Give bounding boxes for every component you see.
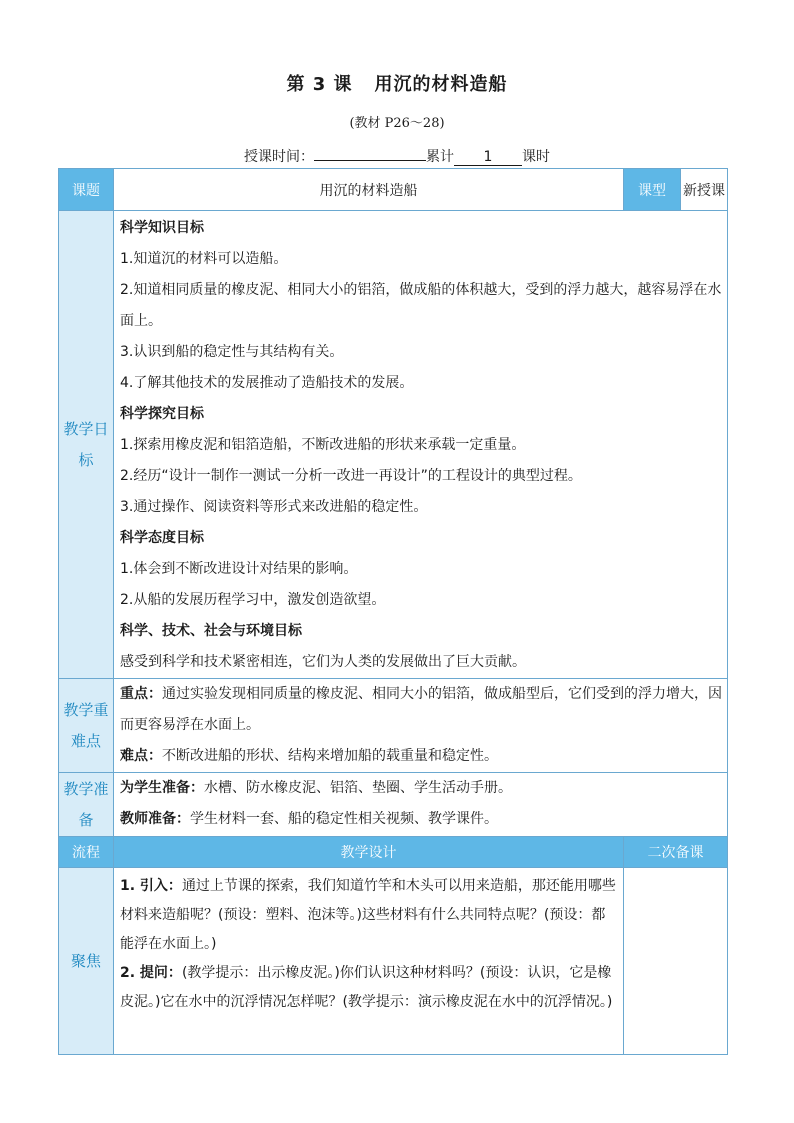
topic-row xyxy=(59,169,728,211)
topic-label: 课题 xyxy=(59,169,114,211)
step-text: (教学提示：出示橡皮泥。)你们认识这种材料吗？(预设：认识，它是橡皮泥。)它在水中的沉浮情况怎样呢？(教学提示：演示橡皮泥在水中的沉浮情况。) xyxy=(120,965,613,1010)
difficult-point-label: 难点： xyxy=(120,748,162,764)
goal-item: 1.知道沉的材料可以造船。 xyxy=(120,251,288,267)
key-point-text: 通过实验发现相同质量的橡皮泥、相同大小的铝箔，做成船型后，它们受到的浮力增大，因而更容易浮在水面上。 xyxy=(120,686,722,733)
prep-label: 教学准备 xyxy=(59,773,114,837)
class-time-blank xyxy=(314,144,426,161)
step-label: 1. 引入： xyxy=(120,878,182,894)
student-prep-label: 为学生准备： xyxy=(120,780,204,796)
prep-row xyxy=(59,773,728,837)
focus-content xyxy=(114,868,624,1055)
knowledge-goal-title: 科学知识目标 xyxy=(120,220,204,236)
goals-row xyxy=(59,211,728,679)
textbook-pages: (教材 P26～28) xyxy=(349,116,445,131)
flow-header-row xyxy=(59,837,728,868)
cumulative-label: 累计 xyxy=(426,149,454,165)
type-value: 新授课 xyxy=(681,169,728,211)
lesson-name: 用沉的材料造船 xyxy=(374,74,508,95)
goal-item: 2.从船的发展历程学习中，激发创造欲望。 xyxy=(120,592,386,608)
goal-item: 3.通过操作、阅读资料等形式来改进船的稳定性。 xyxy=(120,499,428,515)
key-point-label: 重点： xyxy=(120,686,162,702)
teacher-prep-text: 学生材料一套、船的稳定性相关视频、教学课件。 xyxy=(190,811,498,827)
teacher-prep-label: 教师准备： xyxy=(120,811,190,827)
goal-item: 1.体会到不断改进设计对结果的影响。 xyxy=(120,561,358,577)
prep-content xyxy=(114,773,728,837)
goals-content xyxy=(114,211,728,679)
design-header: 教学设计 xyxy=(114,837,624,868)
cumulative-value: 1 xyxy=(454,149,522,166)
type-label: 课型 xyxy=(624,169,681,211)
goal-item: 2.知道相同质量的橡皮泥、相同大小的铝箔，做成船的体积越大，受到的浮力越大，越容易浮在水面上。 xyxy=(120,282,722,329)
step-label: 2. 提问： xyxy=(120,965,182,981)
goal-item: 1.探索用橡皮泥和铝箔造船，不断改进船的形状来承载一定重量。 xyxy=(120,437,526,453)
second-prep-cell[interactable] xyxy=(624,868,728,1055)
lesson-plan-table xyxy=(58,168,728,1055)
inquiry-goal-title: 科学探究目标 xyxy=(120,406,204,422)
keypoints-label: 教学重难点 xyxy=(59,679,114,773)
lesson-title xyxy=(0,70,794,96)
keypoints-row xyxy=(59,679,728,773)
goal-item: 3.认识到船的稳定性与其结构有关。 xyxy=(120,344,344,360)
flow-header: 流程 xyxy=(59,837,114,868)
focus-label: 聚焦 xyxy=(59,868,114,1055)
second-prep-header: 二次备课 xyxy=(624,837,728,868)
difficult-point-text: 不断改进船的形状、结构来增加船的载重量和稳定性。 xyxy=(162,748,498,764)
student-prep-text: 水槽、防水橡皮泥、铝箔、垫圈、学生活动手册。 xyxy=(204,780,512,796)
goal-item: 4.了解其他技术的发展推动了造船技术的发展。 xyxy=(120,375,414,391)
step-text: 通过上节课的探索，我们知道竹竿和木头可以用来造船，那还能用哪些材料来造船呢？(预设：塑料、泡沫等。)这些材料有什么共同特点呢？(预设：都能浮在水面上。) xyxy=(120,878,616,952)
goal-item: 感受到科学和技术紧密相连，它们为人类的发展做出了巨大贡献。 xyxy=(120,654,526,670)
goals-label: 教学日标 xyxy=(59,211,114,679)
topic-value: 用沉的材料造船 xyxy=(114,169,624,211)
period-label: 课时 xyxy=(522,149,550,165)
focus-row xyxy=(59,868,728,1055)
lesson-number: 第 3 课 xyxy=(286,74,353,95)
stse-goal-title: 科学、技术、社会与环境目标 xyxy=(120,623,302,639)
class-time-label: 授课时间： xyxy=(244,149,314,165)
class-time-line xyxy=(0,144,794,166)
attitude-goal-title: 科学态度目标 xyxy=(120,530,204,546)
keypoints-content xyxy=(114,679,728,773)
goal-item: 2.经历“设计一制作一测试一分析一改进一再设计”的工程设计的典型过程。 xyxy=(120,468,582,484)
